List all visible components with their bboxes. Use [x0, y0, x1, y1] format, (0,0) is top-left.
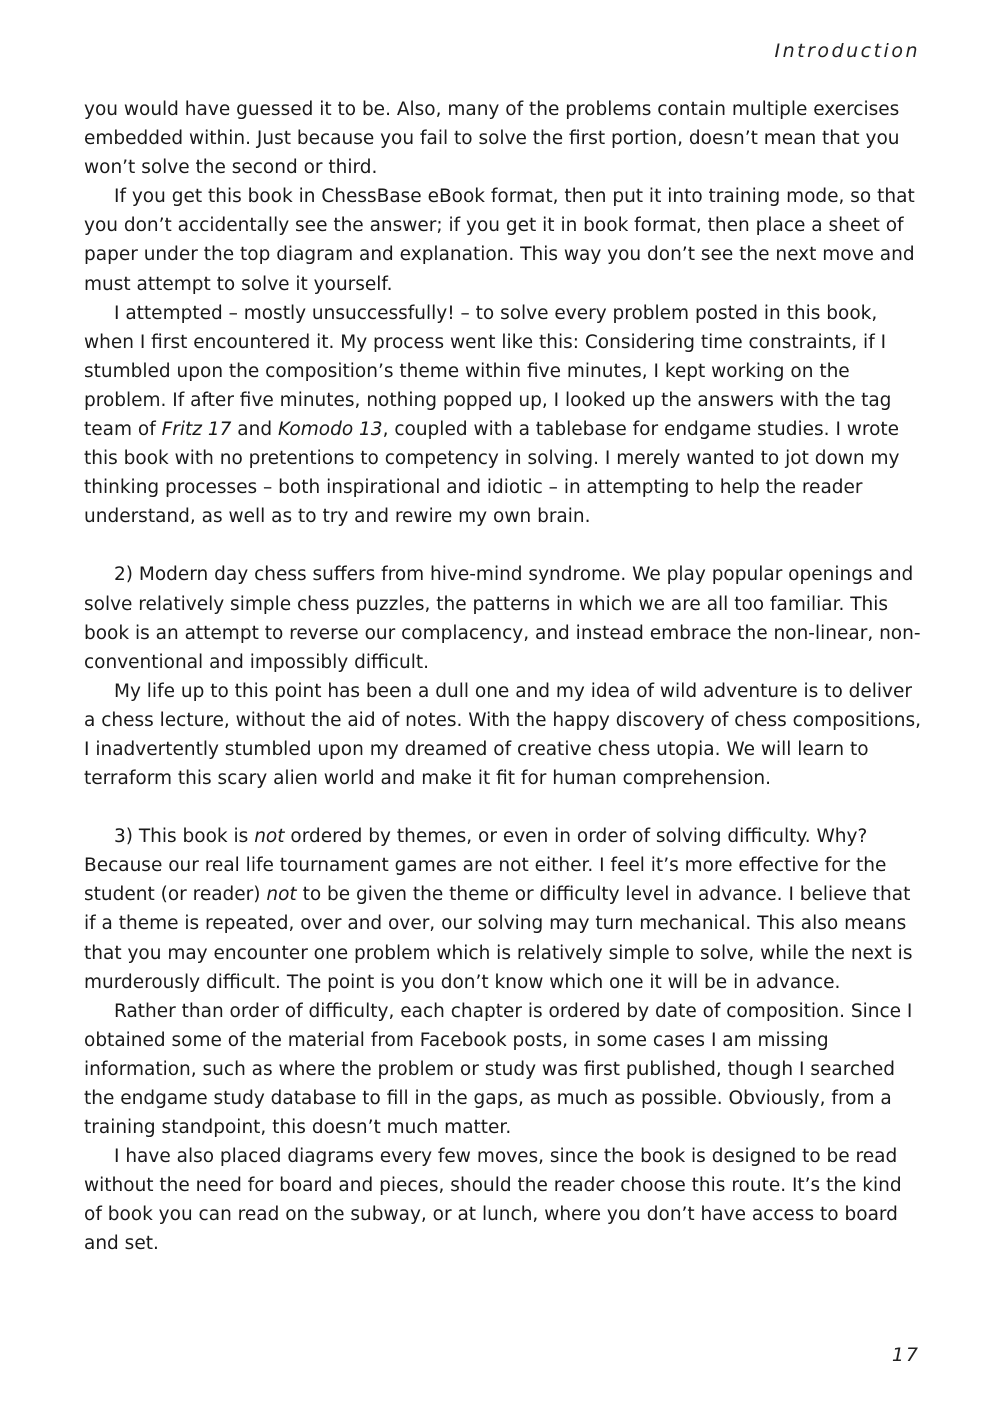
- paragraph-text: Rather than order of difficulty, each chapter is ordered by date of composition. Since I obtained some of the material from Facebook posts, in some cases I am missing information, such as where the problem or study was first published, though I searched the endgame study database to fill in the gaps, as much as possible. Obviously, from a training standpoint, this doesn’t much matter.: [84, 1000, 913, 1139]
- body-text: [84, 95, 924, 1259]
- paragraph-text: to be given the theme or difficulty level in advance. I believe that if a theme is repeated, over and over, our solving may turn mechanical. This also means that you may encounter one problem which is relatively simple to solve, while the next is murderously difficult. The point is you don’t know which one it will be in advance.: [84, 884, 913, 993]
- software-title-fritz: Fritz 17: [161, 419, 232, 441]
- paragraph-text: I attempted – mostly unsuccessfully! – to solve every problem posted in this book, when I first encountered it. My process went like this: Considering time constraints, if I stumbled upon the composition’s theme within five minutes, I kept working on the problem. If after five minutes, nothing popped up, I looked up the answers with the tag team of: [84, 302, 892, 441]
- paragraph: [84, 677, 924, 793]
- paragraph-text: I have also placed diagrams every few moves, since the book is designed to be read without the need for board and pieces, should the reader choose this route. It’s the kind of book you can read on the subway, or at lunch, where you don’t have access to board and set.: [84, 1146, 902, 1255]
- paragraph-text: you would have guessed it to be. Also, many of the problems contain multiple exercises embedded within. Just because you fail to solve the first portion, doesn’t mean that you won’t solve the second or third.: [84, 99, 900, 179]
- emphasis: not: [254, 826, 285, 848]
- paragraph: [84, 997, 924, 1142]
- paragraph-text: My life up to this point has been a dull one and my idea of wild adventure is to deliver a chess lecture, without the aid of notes. With the happy discovery of chess compositions, I inadvertently stumbled upon my dreamed of creative chess utopia. We will learn to terraform this scary alien world and make it fit for human comprehension.: [84, 680, 921, 790]
- paragraph: [84, 560, 924, 676]
- page-number: 17: [891, 1344, 920, 1366]
- paragraph: [84, 299, 924, 532]
- emphasis: not: [266, 884, 297, 906]
- running-header: Introduction: [774, 40, 920, 62]
- paragraph-text: If you get this book in ChessBase eBook format, then put it into training mode, so that you don’t accidentally see the answer; if you get it in book format, then place a sheet of paper under the top diagram and explanation. This way you don’t see the next move and must attempt to solve it yourself.: [84, 186, 915, 295]
- paragraph: [84, 95, 924, 182]
- paragraph: [84, 1142, 924, 1258]
- paragraph: [84, 182, 924, 298]
- paragraph-text: 2) Modern day chess suffers from hive-mind syndrome. We play popular openings and solve relatively simple chess puzzles, the patterns in which we are all too familiar. This book is an attempt to reverse our complacency, and instead embrace the non-linear, non-conventional and impossibly difficult.: [84, 564, 921, 673]
- software-title-komodo: Komodo 13: [277, 419, 383, 441]
- paragraph-text: and: [231, 419, 278, 441]
- paragraph: [84, 822, 924, 997]
- paragraph-text: ordered by themes, or even in order of solving difficulty. Why? Because our real life tournament games are not either. I feel it’s more effective for the student (or reader): [84, 826, 887, 906]
- paragraph-text: 3) This book is: [114, 826, 255, 848]
- paragraph-text: , coupled with a tablebase for endgame studies. I wrote this book with no pretentions to competency in solving. I merely wanted to jot down my thinking processes – both inspirational and idiotic – in attempting to help the reader understand, as well as to try and rewire my own brain.: [84, 419, 900, 528]
